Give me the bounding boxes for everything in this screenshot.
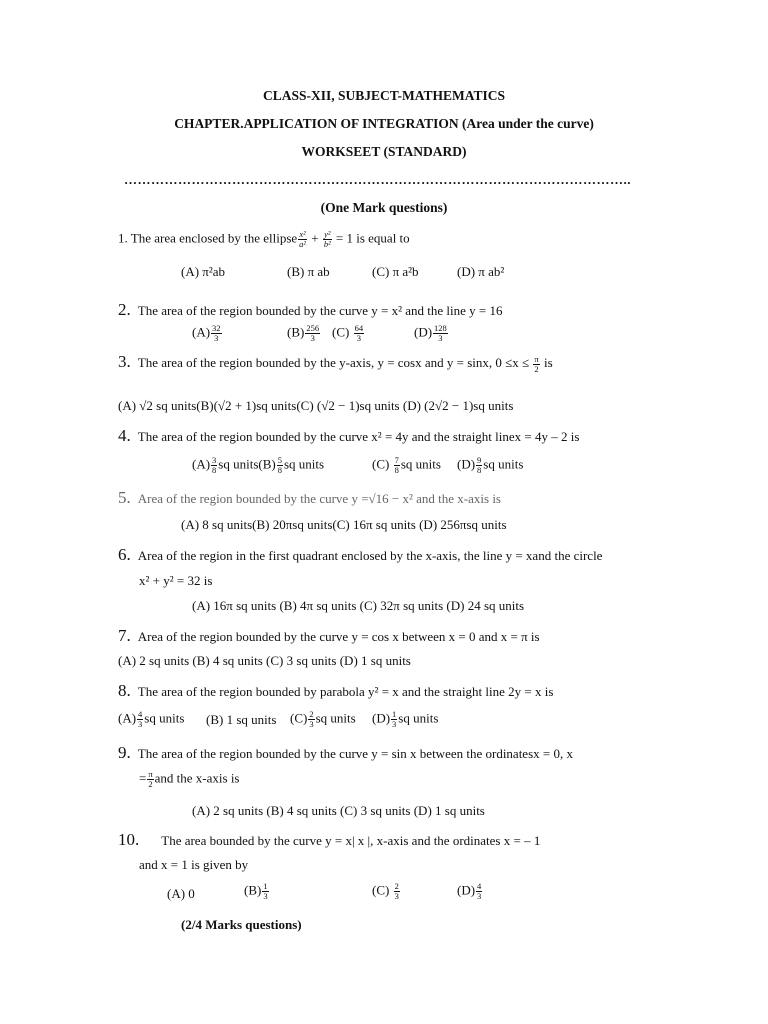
question-1: 1. The area enclosed by the ellipse $\frac{\text{x²}}{\text{a²}}$ + $\frac{\text{y²}}{\text{b²}}$ = 1 is equal to — [118, 229, 410, 249]
options-9: (A) 2 sq units (B) 4 sq units (C) 3 sq units (D) 1 sq units — [192, 803, 485, 818]
option-1a: (A) π²ab — [181, 264, 226, 279]
question-3: 3. The area of the region bounded by the y-axis, y = cosx and y = sinx, 0 ≤x ≤ $\frac{\pi}{2}$ is — [118, 352, 553, 374]
option-10b: (B) $\frac{1}{3}$ — [244, 881, 268, 901]
question-10: 10. The area bounded by the curve y = x| x |, x-axis and the ordinates x = – 1 — [118, 830, 541, 849]
option-4c: (C) $\frac{7}{8}$ sq units — [372, 455, 441, 475]
question-2: 2. The area of the region bounded by the curve y = x² and the line y = 16 — [118, 300, 503, 319]
option-1d: (D) π ab² — [457, 264, 505, 279]
section-one-mark: (One Mark questions) — [320, 200, 448, 215]
question-4: 4. The area of the region bounded by the curve x² = 4y and the straight linex = 4y – 2 is — [118, 426, 580, 445]
section-two-four-marks: (2/4 Marks questions) — [181, 917, 302, 932]
question-5: 5. Area of the region bounded by the curve y =√16 − x² and the x-axis is — [118, 488, 501, 507]
option-8c: (C) $\frac{2}{3}$ sq units — [290, 709, 356, 729]
question-6-line2: x² + y² = 32 is — [139, 573, 213, 588]
option-8a: (A) $\frac{4}{3}$ sq units — [118, 709, 185, 729]
option-2d: (D) $\frac{128}{3}$ — [414, 323, 447, 343]
option-2a: (A) $\frac{32}{3}$ — [192, 323, 221, 343]
question-10-line2: and x = 1 is given by — [139, 857, 249, 872]
options-6: (A) 16π sq units (B) 4π sq units (C) 32π sq units (D) 24 sq units — [192, 598, 525, 613]
header-chapter: CHAPTER.APPLICATION OF INTEGRATION (Area under the curve) — [174, 116, 594, 131]
question-7: 7. Area of the region bounded by the curve y = cos x between x = 0 and x = π is — [118, 626, 540, 645]
option-10d: (D) $\frac{4}{3}$ — [457, 881, 482, 901]
options-7: (A) 2 sq units (B) 4 sq units (C) 3 sq units (D) 1 sq units — [118, 653, 411, 668]
option-2c: (C) $\frac{64}{3}$ — [332, 323, 364, 343]
question-6: 6. Area of the region in the first quadrant enclosed by the x-axis, the line y = xand the circle — [118, 545, 603, 564]
option-8b: (B) 1 sq units — [206, 712, 277, 727]
options-3: (A) √2 sq units(B)(√2 + 1)sq units(C) (√2 − 1)sq units (D) (2√2 − 1)sq units — [118, 398, 514, 413]
question-1-text: 1. The area enclosed by the ellipse — [118, 230, 298, 246]
option-4d: (D) $\frac{9}{8}$ sq units — [457, 455, 524, 475]
fraction: $\frac{\text{y²}}{\text{b²}}$ — [323, 229, 331, 249]
fraction: $\frac{\pi}{2}$ — [534, 353, 539, 374]
header-worksheet: WORKSEET (STANDARD) — [301, 144, 467, 159]
option-1b: (B) π ab — [287, 264, 330, 279]
option-2b: (B) $\frac{256}{3}$ — [287, 323, 320, 343]
option-10c: (C) $\frac{2}{3}$ — [372, 881, 399, 901]
options-4ab: (A) $\frac{3}{8}$ sq units(B) $\frac{5}{8}$ sq units — [192, 455, 325, 475]
question-9: 9. The area of the region bounded by the curve y = sin x between the ordinatesx = 0, x — [118, 743, 573, 762]
divider-dots: ………………………………………………………………………………………………….. — [124, 172, 631, 187]
option-10a: (A) 0 — [167, 886, 195, 901]
option-1c: (C) π a²b — [372, 264, 419, 279]
question-9-line2: = $\frac{\pi}{2}$ and the x-axis is — [139, 769, 240, 789]
fraction: $\frac{\text{x²}}{\text{a²}}$ — [299, 229, 306, 249]
option-8d: (D) $\frac{1}{3}$ sq units — [372, 709, 439, 729]
question-8: 8. The area of the region bounded by parabola y² = x and the straight line 2y = x is — [118, 681, 554, 700]
header-class-subject: CLASS-XII, SUBJECT-MATHEMATICS — [262, 88, 506, 103]
options-5: (A) 8 sq units(B) 20πsq units(C) 16π sq units (D) 256πsq units — [181, 517, 507, 532]
